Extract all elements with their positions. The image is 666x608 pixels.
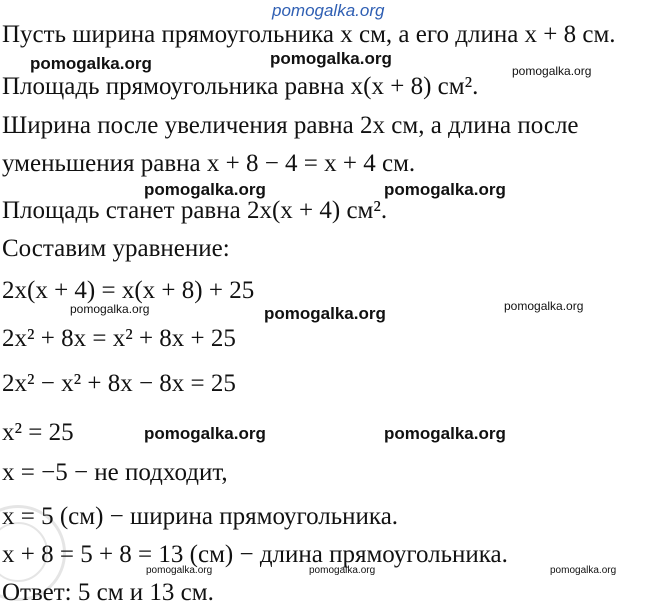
solution-line: Пусть ширина прямоугольника x см, а его длина x + 8 см. [2, 21, 616, 48]
watermark: pomogalka.org [309, 565, 376, 576]
watermark: pomogalka.org [384, 424, 506, 443]
watermark-top: pomogalka.org [272, 1, 385, 20]
solution-line: Площадь прямоугольника равна x(x + 8) см². [2, 73, 479, 100]
solution-line: x = 5 (см) − ширина прямоугольника. [2, 503, 399, 530]
equation-line: 2x(x + 4) = x(x + 8) + 25 [2, 277, 255, 304]
watermark: pomogalka.org [504, 299, 584, 313]
solution-line: x + 8 = 5 + 8 = 13 (см) − длина прямоугольника. [2, 541, 508, 568]
solution-line: Составим уравнение: [2, 235, 230, 262]
equation-line: x² = 25 [2, 419, 74, 446]
equation-line: 2x² + 8x = x² + 8x + 25 [2, 325, 236, 352]
solution-line: уменьшения равна x + 8 − 4 = x + 4 см. [2, 150, 416, 177]
watermark: pomogalka.org [384, 180, 506, 199]
watermark: pomogalka.org [512, 64, 592, 78]
watermark: pomogalka.org [70, 302, 150, 316]
solution-line: Ширина после увеличения равна 2x см, а длина после [2, 112, 579, 139]
answer-line: Ответ: 5 см и 13 см. [2, 579, 214, 606]
equation-line: 2x² − x² + 8x − 8x = 25 [2, 370, 236, 397]
watermark: pomogalka.org [264, 304, 386, 323]
watermark: pomogalka.org [30, 54, 152, 73]
watermark: pomogalka.org [146, 565, 213, 576]
watermark: pomogalka.org [144, 180, 266, 199]
solution-line: x = −5 − не подходит, [2, 459, 228, 486]
watermark: pomogalka.org [270, 49, 392, 68]
watermark: pomogalka.org [144, 424, 266, 443]
solution-line: Площадь станет равна 2x(x + 4) см². [2, 197, 388, 224]
watermark: pomogalka.org [550, 565, 617, 576]
